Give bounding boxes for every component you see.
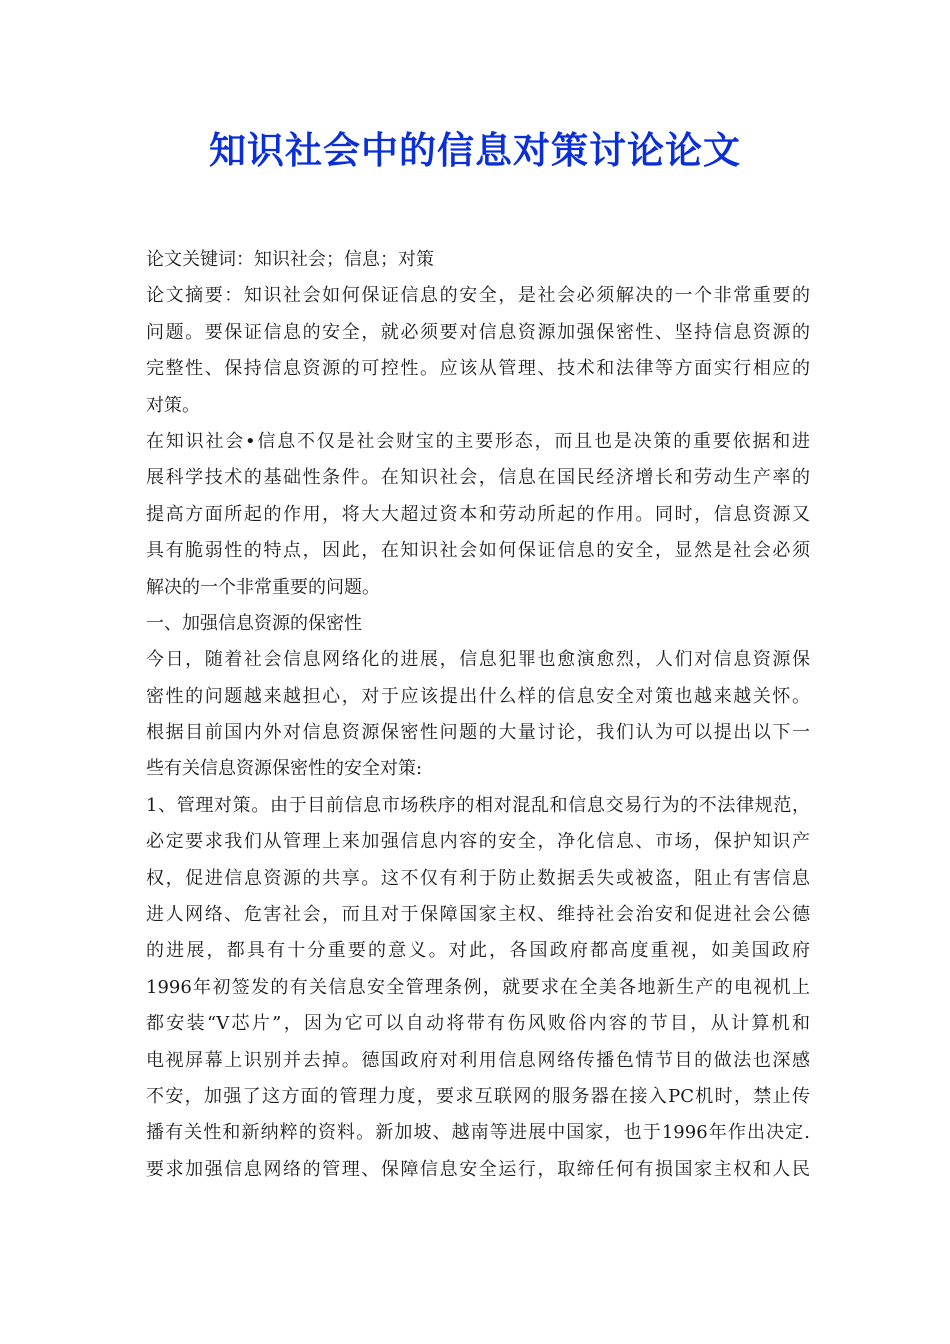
text-line: 些有关信息资源保密性的安全对策: [146, 758, 423, 780]
text-line: 必定要求我们从管理上来加强信息内容的安全，净化信息、市场，保护知识产 [146, 831, 810, 853]
text-line: 具有脆弱性的特点，因此，在知识社会如何保证信息的安全，显然是社会必须 [146, 540, 810, 562]
text-line: 1、管理对策。由于目前信息市场秩序的相对混乱和信息交易行为的不法律规范， [146, 794, 810, 816]
text-line: 播有关性和新纳粹的资料。新加坡、越南等进展中国家，也于1996年作出决定. [146, 1122, 810, 1144]
text-line: 论文摘要：知识社会如何保证信息的安全，是社会必须解决的一个非常重要的 [146, 285, 810, 307]
text-line: 密性的问题越来越担心，对于应该提出什么样的信息安全对策也越来越关怀。 [146, 685, 810, 707]
text-line: 1996年初签发的有关信息安全管理条例，就要求在全美各地新生产的电视机上 [146, 976, 810, 998]
text-line: 都安装“V芯片”，因为它可以自动将带有伤风败俗内容的节目，从计算机和 [146, 1013, 810, 1035]
document-title: 知识社会中的信息对策讨论论文 [209, 129, 741, 172]
text-line: 进人网络、危害社会，而且对于保障国家主权、维持社会治安和促进社会公德 [146, 904, 810, 926]
text-line: 的进展，都具有十分重要的意义。对此，各国政府都高度重视，如美国政府 [146, 940, 810, 962]
text-line: 展科学技术的基础性条件。在知识社会，信息在国民经济增长和劳动生产率的 [146, 467, 810, 489]
text-line: 在知识社会•信息不仅是社会财宝的主要形态，而且也是决策的重要依据和进 [146, 430, 810, 452]
text-line: 问题。要保证信息的安全，就必须要对信息资源加强保密性、坚持信息资源的 [146, 321, 810, 343]
text-line: 不安，加强了这方面的管理力度，要求互联网的服务器在接入PC机时，禁止传 [146, 1085, 810, 1107]
text-line: 对策。 [146, 394, 200, 416]
text-line: 解决的一个非常重要的问题。 [146, 576, 380, 598]
text-line: 根据目前国内外对信息资源保密性问题的大量讨论，我们认为可以提出以下一 [146, 722, 810, 744]
text-line: 提高方面所起的作用，将大大超过资本和劳动所起的作用。同时，信息资源又 [146, 503, 810, 525]
text-line: 电视屏幕上识别并去掉。德国政府对利用信息网络传播色情节目的做法也深感 [146, 1049, 810, 1071]
text-line: 一、加强信息资源的保密性 [146, 612, 362, 634]
text-line: 完整性、保持信息资源的可控性。应该从管理、技术和法律等方面实行相应的 [146, 358, 810, 380]
text-line: 今日，随着社会信息网络化的进展，信息犯罪也愈演愈烈，人们对信息资源保 [146, 649, 810, 671]
document-body [146, 242, 810, 1188]
text-line: 论文关键词：知识社会；信息；对策 [146, 249, 434, 270]
text-line: 权，促进信息资源的共享。这不仅有利于防止数据丢失或被盗，阻止有害信息 [146, 867, 810, 889]
text-line: 要求加强信息网络的管理、保障信息安全运行，取缔任何有损国家主权和人民 [146, 1158, 810, 1180]
